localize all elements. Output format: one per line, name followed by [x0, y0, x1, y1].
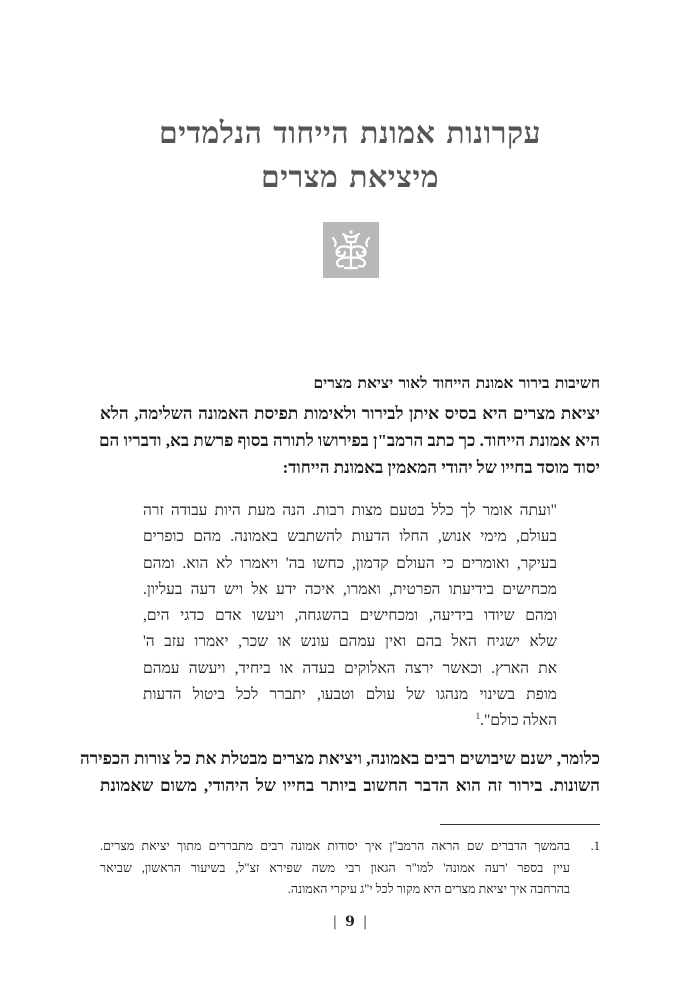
footnote-line: בהרחבה איך יציאת מצרים היא מקור לכל י"ג עיקרי האמונה. [287, 882, 570, 896]
section-heading: חשיבות בירור אמונת הייחוד לאור יציאת מצרים [313, 373, 600, 392]
page-number-bar-left: | [332, 914, 338, 930]
floral-ornament-graphic [327, 226, 375, 274]
quote-line: שלא ישגיח האל בהם ואין עמהם עונש או שכר, יאמרו עזב ה' [143, 633, 557, 651]
intro-line: היא אמונת הייחוד. כך כתב הרמב"ן בפירושו לתורה בסוף פרשת בא, ודבריו הם [98, 431, 600, 450]
page-number-bar-right: | [362, 914, 368, 930]
quote-line: בעיקר, ואומרים כי העולם קדמון, כחשו בה' ויאמרו לא הוא. ומהם [143, 554, 557, 572]
quote-line: בעולם, מימי אנוש, החלו הדעות להשתבש באמונה. מהם כופרים [143, 528, 557, 546]
quote-line: את הארץ. וכאשר ירצה האלוקים בעדה או ביחיד, ויעשה עמהם [143, 659, 557, 677]
intro-line: יציאת מצרים היא בסיס איתן לבירור ולאימות תפיסת האמונה השלימה, הלא [100, 404, 600, 423]
chapter-title-line-1: עקרונות אמונת הייחוד הנלמדים [159, 116, 541, 151]
chapter-title-line-2: מיציאת מצרים [260, 160, 440, 195]
quote-line: מכחישים בידיעתו הפרטית, ואמרו, איכה ידע אל ויש דעה בעליון. [143, 580, 557, 598]
footnote-number: 1. [590, 839, 600, 853]
closing-paragraph [79, 745, 600, 799]
quote-line: ומהם שיודו בידיעה, ומכחישים בהשגחה, ויעשו אדם כדגי הים, [143, 607, 557, 625]
footnotes-section [100, 836, 600, 901]
intro-line: יסוד מוסד בחייו של יהודי המאמין באמונת הייחוד: [282, 458, 600, 477]
footnote-reference[interactable]: 1 [475, 711, 481, 722]
page-number-value: 9 [345, 914, 355, 930]
footnote-line: בהמשך הדברים שם הראה הרמב"ן איך יסודות אמונה רבים מתבררים מתוך יציאת מצרים. [100, 839, 570, 853]
quote-line-last [143, 708, 557, 734]
quote-line: מופת בשינוי מנהגו של עולם וטבעו, יתברר לכל ביטול הדעות [143, 686, 557, 704]
page-number [0, 914, 700, 930]
chapter-title [100, 112, 600, 200]
closing-line: כלומר, ישנם שיבושים רבים באמונה, ויציאת מצרים מבטלת את כל צורות הכפירה [79, 749, 600, 768]
quote-line: "ועתה אומר לך כלל בטעם מצות רבות. הנה מעת היות עבודה זרה [143, 502, 557, 519]
intro-paragraph [100, 400, 600, 481]
quote-line-text: האלה כולם". [480, 712, 557, 730]
footnote-divider [440, 824, 600, 825]
footnote-1 [100, 836, 600, 901]
footnote-line: עיין בספר 'רעה אמונה' למו"ר הגאון רבי משה שפירא זצ"ל, בשיעור הראשון, שביאר [100, 860, 570, 875]
closing-line: השונות. בירור זה הוא הדבר החשוב ביותר בחייו של היהודי, משום שאמונת [100, 776, 600, 795]
floral-ornament-icon [323, 222, 379, 278]
block-quote [143, 498, 557, 735]
